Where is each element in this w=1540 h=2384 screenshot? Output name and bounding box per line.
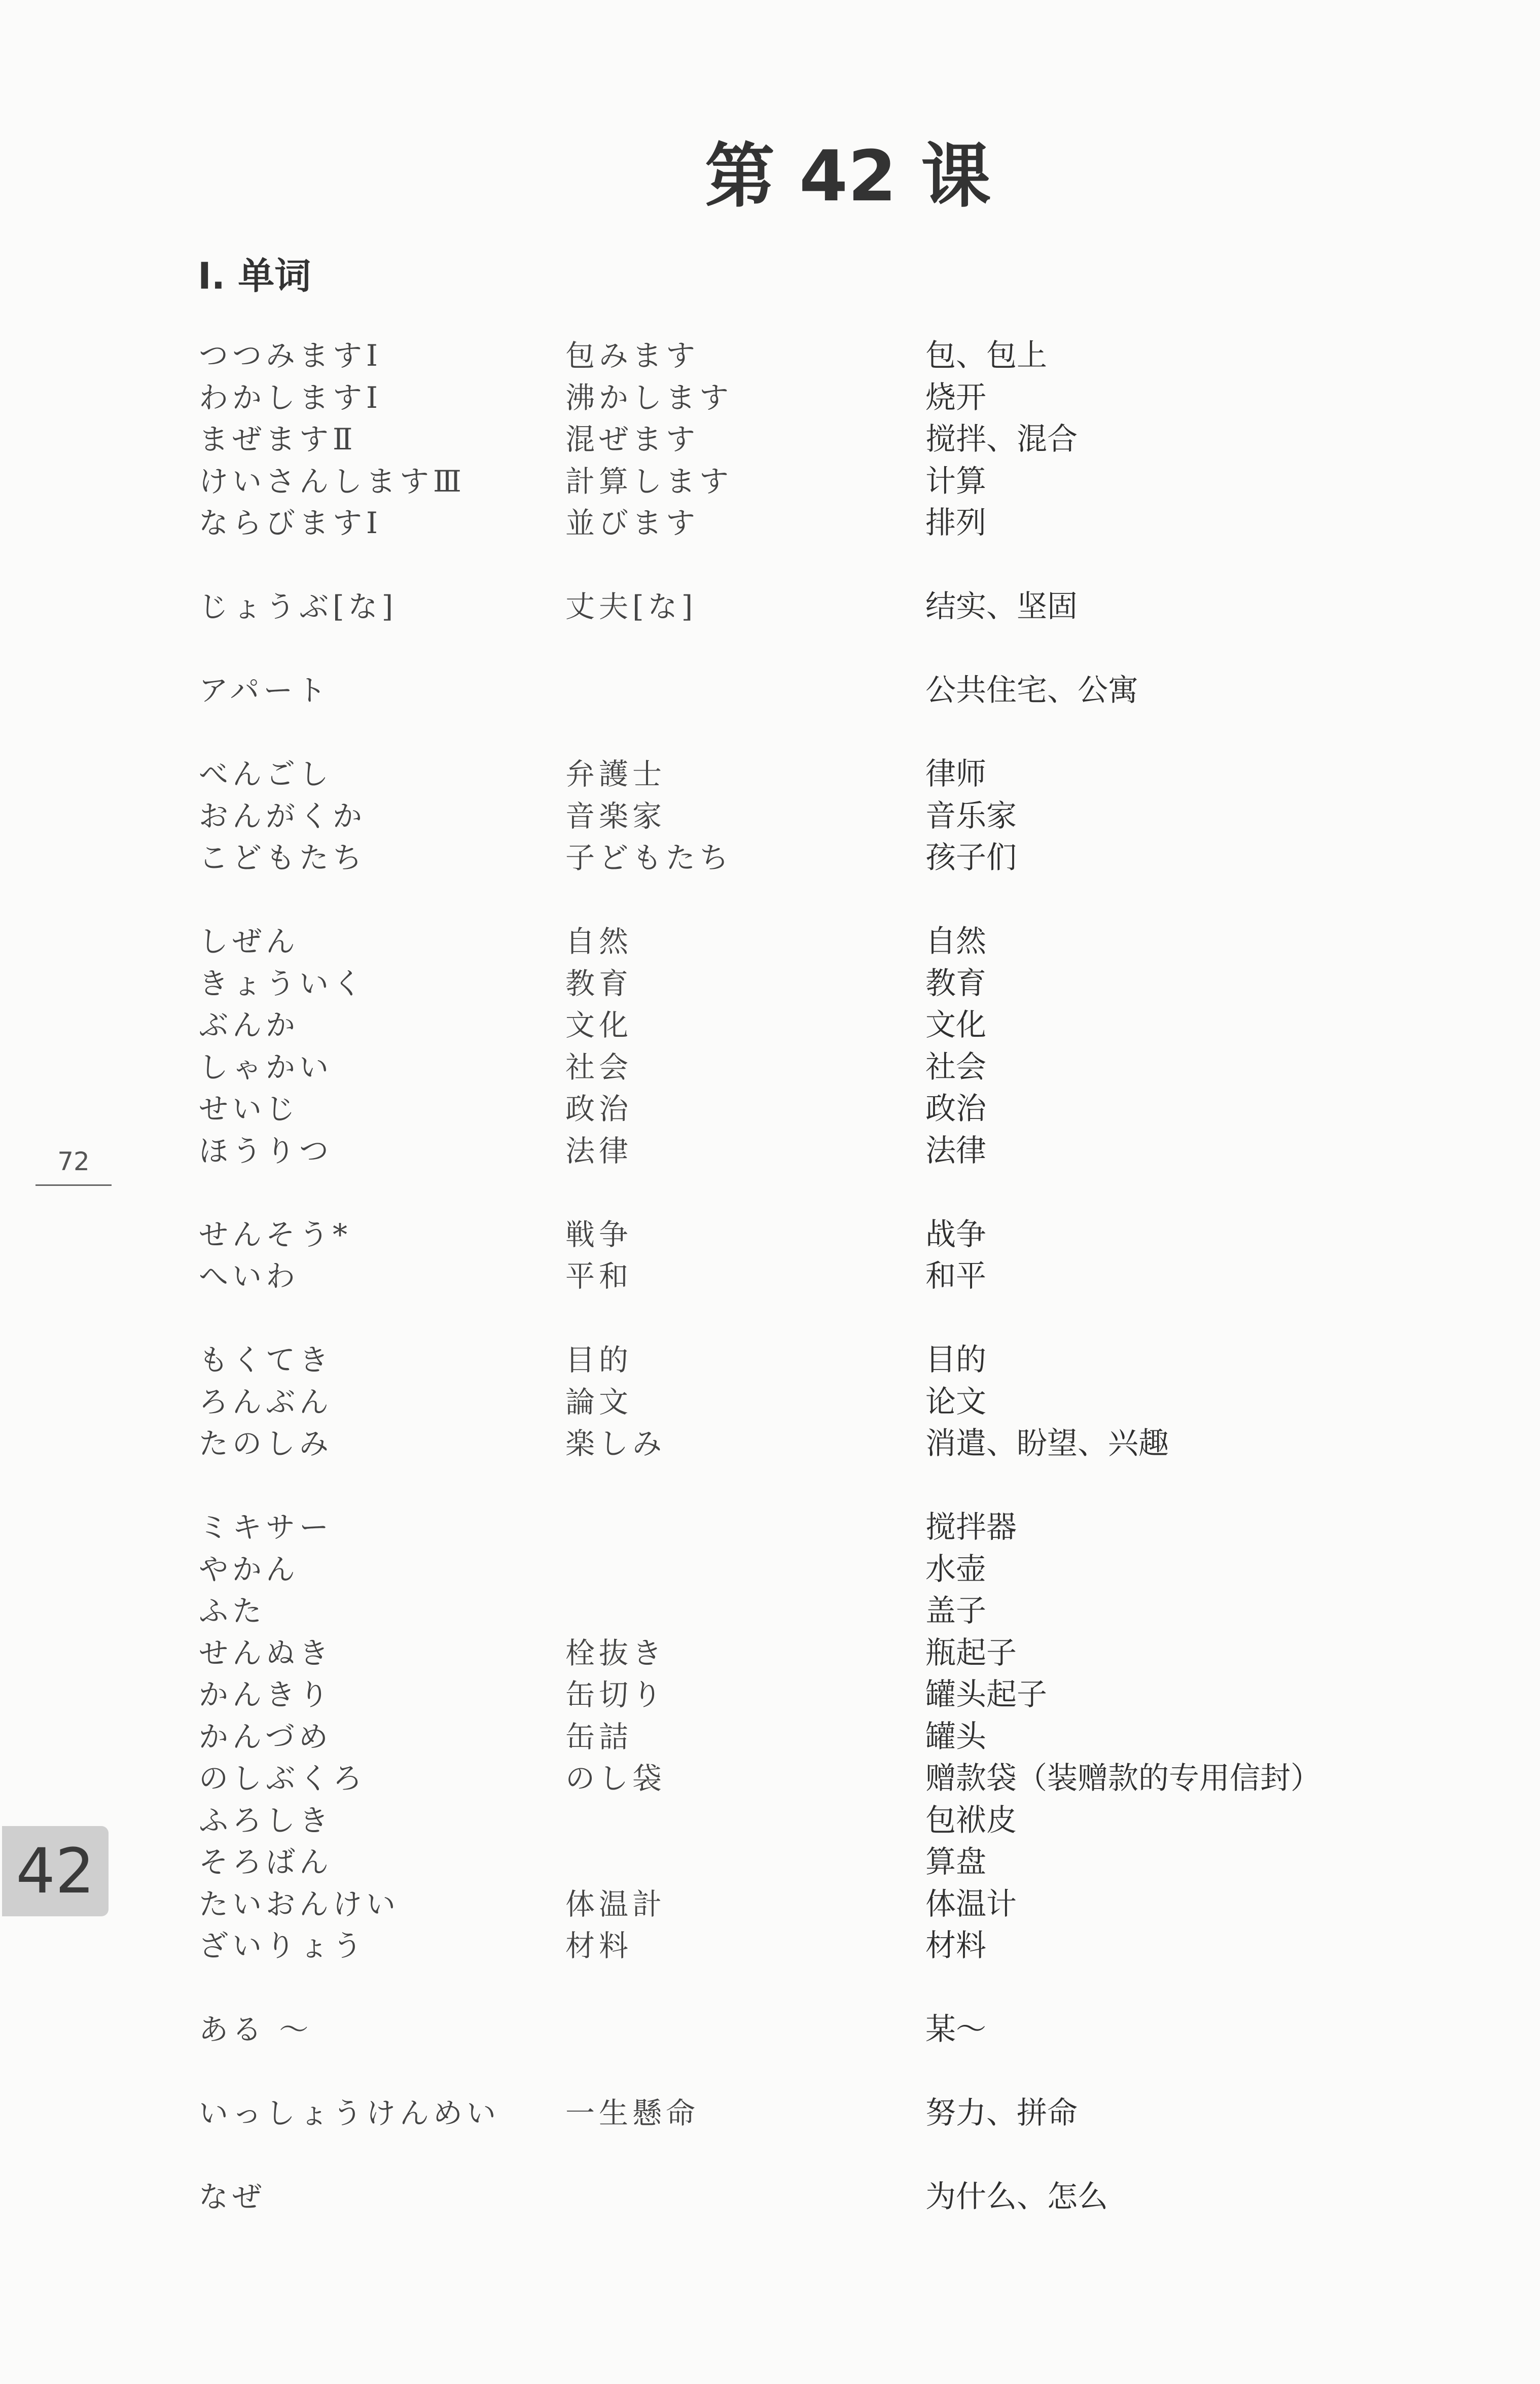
vocab-reading: まぜますⅡ: [199, 422, 357, 457]
vocab-meaning: 自然: [925, 924, 986, 959]
vocab-meaning: 和平: [925, 1258, 986, 1294]
vocab-kanji: 音楽家: [565, 798, 666, 833]
vocab-reading: ならびますⅠ: [199, 506, 382, 540]
vocab-kanji: 弁護士: [565, 757, 666, 791]
vocab-reading: もくてき: [199, 1343, 333, 1377]
vocab-reading: せんぬき: [199, 1635, 333, 1670]
vocab-kanji: 自然: [565, 924, 633, 959]
vocab-meaning: 罐头: [925, 1719, 986, 1755]
vocab-row: [199, 461, 1441, 503]
vocab-row: [199, 377, 1441, 419]
vocab-meaning: 律师: [925, 756, 986, 792]
vocab-meaning: 为什么、怎么: [925, 2179, 1108, 2215]
vocab-reading: わかしますⅠ: [199, 380, 382, 415]
vocab-row: [199, 1590, 1441, 1632]
page-title: 第 42 课: [705, 135, 991, 217]
vocab-reading: しぜん: [199, 924, 300, 959]
vocab-meaning: 搅拌、混合: [925, 422, 1078, 457]
vocab-row: [199, 1632, 1441, 1674]
vocab-kanji: 戦争: [565, 1217, 633, 1252]
vocab-reading: ミキサー: [199, 1510, 333, 1545]
vocab-row: [199, 2092, 1441, 2134]
vocab-reading: かんづめ: [199, 1719, 332, 1754]
vocab-kanji: 教育: [565, 966, 633, 1001]
vocab-meaning: 计算: [925, 463, 986, 499]
vocab-meaning: 烧开: [925, 379, 986, 415]
vocab-reading: せんそう*: [199, 1217, 352, 1252]
vocab-kanji: 法律: [565, 1133, 633, 1168]
vocab-row: [199, 1339, 1441, 1381]
vocab-meaning: 搅拌器: [925, 1510, 1017, 1545]
vocab-kanji: 目的: [565, 1343, 633, 1377]
vocab-reading: たいおんけい: [199, 1886, 400, 1921]
vocab-meaning: 罐头起子: [925, 1677, 1047, 1712]
vocab-meaning: 体温计: [925, 1886, 1017, 1922]
vocab-meaning: 公共住宅、公寓: [925, 673, 1138, 708]
vocab-kanji: のし袋: [565, 1761, 666, 1796]
vocab-meaning: 法律: [925, 1133, 986, 1169]
vocab-kanji: 楽しみ: [565, 1426, 666, 1461]
vocab-row: [199, 921, 1441, 963]
vocab-row: [199, 1214, 1441, 1256]
vocab-kanji: 論文: [565, 1384, 633, 1419]
vocab-kanji: 包みます: [565, 338, 700, 373]
page-number-rule: [35, 1184, 112, 1186]
vocab-meaning: 盖子: [925, 1593, 986, 1629]
vocab-reading: きょういく: [199, 966, 367, 1001]
vocab-row: [199, 1883, 1441, 1925]
vocab-kanji: 並びます: [565, 506, 700, 540]
vocab-reading: こどもたち: [199, 840, 367, 875]
vocab-row: [199, 1841, 1441, 1883]
vocab-reading: けいさんしますⅢ: [199, 464, 465, 499]
vocab-kanji: 沸かします: [565, 380, 733, 415]
vocab-row: [199, 502, 1441, 544]
vocab-row: [199, 1800, 1441, 1842]
lesson-tab-number: 42: [16, 1835, 95, 1907]
vocab-reading: やかん: [199, 1552, 300, 1587]
vocab-row: [199, 586, 1441, 628]
vocab-reading: じょうぶ[な]: [199, 589, 398, 624]
vocab-row: [199, 1381, 1441, 1423]
vocab-row: [199, 2009, 1441, 2051]
vocab-meaning: 战争: [925, 1216, 986, 1252]
vocabulary-list: [199, 335, 1441, 2218]
vocab-meaning: 结实、坚固: [925, 589, 1078, 624]
vocab-row: [199, 1506, 1441, 1549]
vocab-reading: ふろしき: [199, 1803, 333, 1838]
vocab-row: [199, 335, 1441, 377]
vocab-reading: ぶんか: [199, 1008, 300, 1042]
vocab-reading: いっしょうけんめい: [199, 2096, 500, 2130]
vocab-meaning: 音乐家: [925, 798, 1017, 834]
vocab-meaning: 水壶: [925, 1551, 986, 1587]
vocab-reading: ろんぶん: [199, 1384, 333, 1419]
vocab-row: [199, 1046, 1441, 1089]
vocab-reading: そろばん: [199, 1845, 333, 1879]
vocab-kanji: 政治: [565, 1092, 633, 1126]
vocab-reading: べんごし: [199, 757, 333, 791]
vocab-reading: ざいりょう: [199, 1929, 367, 1963]
vocab-kanji: 栓抜き: [565, 1635, 666, 1670]
vocab-row: [199, 1758, 1441, 1800]
vocab-reading: たのしみ: [199, 1426, 333, 1461]
vocab-row: [199, 1716, 1441, 1758]
vocab-meaning: 材料: [925, 1928, 986, 1964]
vocab-meaning: 算盘: [925, 1844, 986, 1880]
vocab-reading: かんきり: [199, 1677, 333, 1712]
vocab-row: [199, 418, 1441, 461]
vocab-reading: つつみますⅠ: [199, 338, 382, 373]
vocab-kanji: 缶詰: [565, 1719, 633, 1754]
vocab-meaning: 消遣、盼望、兴趣: [925, 1426, 1169, 1461]
vocab-kanji: 社会: [565, 1049, 633, 1084]
vocab-meaning: 瓶起子: [925, 1635, 1017, 1671]
vocab-row: [199, 2176, 1441, 2218]
vocab-kanji: 一生懸命: [565, 2096, 700, 2130]
vocab-row: [199, 1255, 1441, 1298]
vocab-reading: アパート: [199, 673, 331, 708]
vocab-row: [199, 1925, 1441, 1967]
vocab-row: [199, 1674, 1441, 1716]
vocab-row: [199, 753, 1441, 795]
vocab-kanji: 文化: [565, 1008, 633, 1042]
vocab-kanji: 体温計: [565, 1886, 666, 1921]
vocab-row: [199, 795, 1441, 837]
vocab-meaning: 社会: [925, 1049, 986, 1085]
vocab-reading: ほうりつ: [199, 1133, 333, 1168]
vocab-meaning: 政治: [925, 1091, 986, 1127]
vocab-meaning: 包袱皮: [925, 1802, 1017, 1838]
vocab-row: [199, 1004, 1441, 1046]
vocab-meaning: 努力、拼命: [925, 2095, 1078, 2131]
page-number: 72: [57, 1147, 90, 1176]
vocab-reading: なぜ: [199, 2180, 266, 2214]
section-heading: I. 单词: [198, 255, 311, 297]
vocab-meaning: 目的: [925, 1342, 986, 1378]
vocab-kanji: 丈夫[な]: [565, 589, 697, 624]
vocab-kanji: 子どもたち: [565, 840, 733, 875]
vocab-kanji: 混ぜます: [565, 422, 700, 457]
vocab-row: [199, 1549, 1441, 1591]
vocab-meaning: 包、包上: [925, 338, 1047, 373]
vocab-row: [199, 837, 1441, 879]
vocab-row: [199, 1423, 1441, 1465]
vocab-reading: おんがくか: [199, 798, 367, 833]
lesson-tab: [2, 1826, 109, 1916]
vocab-row: [199, 1088, 1441, 1130]
vocab-reading: せいじ: [199, 1092, 300, 1126]
vocab-row: [199, 1130, 1441, 1172]
vocab-meaning: 教育: [925, 965, 986, 1001]
vocab-meaning: 文化: [925, 1007, 986, 1043]
vocab-reading: ふた: [199, 1594, 266, 1628]
vocab-reading: へいわ: [199, 1259, 300, 1293]
vocab-meaning: 某～: [925, 2012, 986, 2047]
vocab-kanji: 材料: [565, 1929, 633, 1963]
vocab-row: [199, 963, 1441, 1005]
vocab-meaning: 孩子们: [925, 840, 1017, 875]
vocab-reading: のしぶくろ: [199, 1761, 367, 1796]
vocab-meaning: 论文: [925, 1384, 986, 1420]
vocab-meaning: 赠款袋（装赠款的专用信封）: [925, 1761, 1321, 1796]
vocab-reading: ある ～: [199, 2012, 313, 2047]
vocab-kanji: 計算します: [565, 464, 733, 499]
vocab-kanji: 平和: [565, 1259, 633, 1293]
vocab-meaning: 排列: [925, 505, 986, 541]
vocab-reading: しゃかい: [199, 1049, 333, 1084]
vocab-kanji: 缶切り: [565, 1677, 666, 1712]
vocab-row: [199, 670, 1441, 712]
